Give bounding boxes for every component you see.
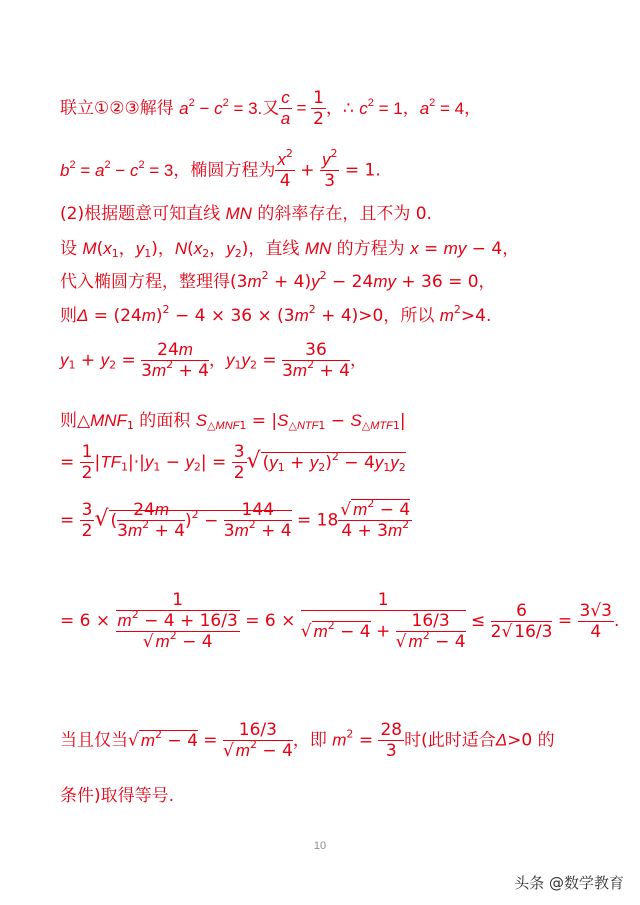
- line-2: $b^2 = a^2 - c^2 = 3$，椭圆方程为 $\frac{x^2}{4}$ + $\frac{y^2}{3}$ = 1.: [60, 147, 381, 191]
- line-4: 设 $M(x_1$，$y_1$)，$N(x_2$，$y_2$)，直线 MN 的方程为 x = my − 4，: [60, 239, 520, 260]
- watermark: 头条 @数学教育: [514, 874, 624, 892]
- line-1: 联立①②③解得 $a^2 - c^2 = 3$.又 $\frac{c}{a}$ = $\frac{1}{2}$ ，∴ $c^2 = 1$，$a^2 = 4$，: [60, 88, 482, 129]
- line-11: = 6 × $\frac{1}{\frac{m^2 - 4 + 16/3}{√ m^2 - 4}}$ = 6 × 1 √ $m^2 - 4$ + $\frac{16/3}{√ m^2 - 4}$ ≤ $\frac{6}{2√ 16/3}$ = $\frac{3√3}{4}$ .: [60, 590, 620, 652]
- line-12: 当且仅当√ $m^2 - 4$ = $\frac{16/3}{√ m^2 - 4}$ ，即 $m^2$ = $\frac{28}{3}$ 时(此时适合Δ>0 的: [60, 720, 555, 761]
- page-number: 10: [313, 840, 327, 852]
- line-9: = $\frac{1}{2}$ $|TF_1|\cdot|y_1 - y_2|$ = $\frac{3}{2}$ √ $(y_1 + y_2)^2 - 4y_1y_2$: [60, 442, 406, 483]
- line-13: 条件)取得等号.: [60, 786, 175, 806]
- line-8: 则$\triangle MNF_1$ 的面积 $S_{\triangle MNF1} = |S_{\triangle NTF1} - S_{\triangle MTF1}|$: [60, 411, 406, 432]
- line-6: 则$\Delta = (24m)^2 - 4 \times 36 \times (3m^2 + 4)>0$，所以 $m^2>4$.: [60, 303, 492, 326]
- line-3: (2)根据题意可知直线 MN 的斜率存在，且不为 0.: [60, 204, 432, 224]
- line-7: $y_1 + y_2$ = $\frac{24m}{3m^2 + 4}$ ，$y_1y_2$ = $\frac{36}{3m^2 + 4}$ ，: [60, 340, 367, 381]
- line-10: = $\frac{3}{2}$ √ ( $\frac{24m}{3m^2 + 4}$ )$^2$ − $\frac{144}{3m^2 + 4}$ = 18 $\frac{√ m^2 - 4}{4 + 3m^2}$: [60, 497, 411, 541]
- line-5: 代入椭圆方程，整理得$(3m^2 + 4)y^2 - 24my + 36 = 0$，: [60, 269, 496, 292]
